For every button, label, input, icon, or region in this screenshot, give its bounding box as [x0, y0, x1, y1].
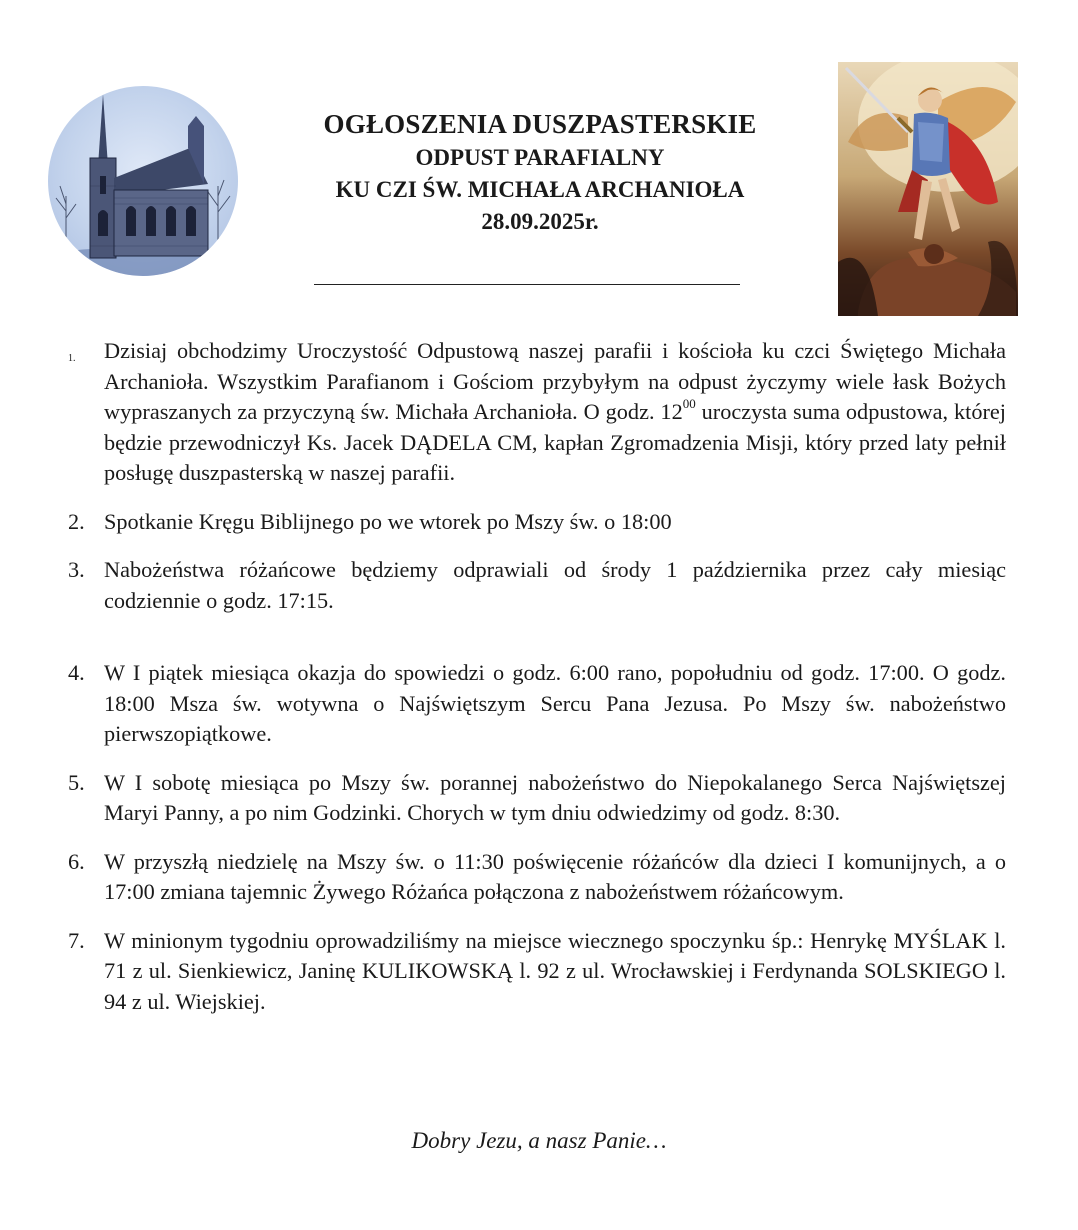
announcement-header — [260, 108, 820, 238]
page-title: OGŁOSZENIA DUSZPASTERSKIE — [323, 109, 757, 139]
header-divider — [314, 284, 740, 285]
subtitle-dedication: KU CZI ŚW. MICHAŁA ARCHANIOŁA — [335, 177, 745, 202]
list-item — [64, 507, 1006, 538]
list-item — [64, 658, 1006, 750]
closing-prayer: Dobry Jezu, a nasz Panie… — [411, 1128, 667, 1153]
announcement-list — [64, 336, 1006, 1017]
item-number: 2. — [68, 508, 85, 534]
item-text: W I sobotę miesiąca po Mszy św. porannej nabożeństwo do Niepokalanego Serca Najświętszej Maryi Panny, a po nim Godzinki. Chorych w tym dniu odwiedzimy od godz. 8:30. — [104, 769, 1006, 825]
item-number: 5. — [68, 769, 85, 795]
item-number: 1. — [68, 353, 76, 364]
item-text: Nabożeństwa różańcowe będziemy odprawiali od środy 1 października przez cały miesiąc codziennie o godz. 17:15. — [104, 557, 1006, 613]
list-item — [64, 555, 1006, 616]
item-text: Dzisiaj obchodzimy Uroczystość Odpustową naszej parafii i kościoła ku czci Świętego Michała Archanioła. Wszystkim Parafianom i Gościom przybyłym na odpust życzymy wiele łask Bożych wypraszanych za przyczyną św. Michała Archanioła. O godz. $12^{00}$ uroczysta suma odpustowa, której będzie przewodniczył Ks. Jacek DĄDELA CM, kapłan Zgromadzenia Misji, który przed laty pełnił posługę duszpasterską w naszej parafii. — [104, 338, 1006, 485]
item-number: 7. — [68, 927, 85, 953]
item-number: 3. — [68, 557, 85, 582]
list-item — [64, 926, 1006, 1018]
item-text: W I piątek miesiąca okazja do spowiedzi o godz. 6:00 rano, popołudniu od godz. 17:00. O godz. 18:00 Msza św. wotywna o Najświętszym Sercu Pana Jezusa. Po Mszy św. nabożeństwo pierwszopiątkowe. — [104, 660, 1006, 746]
list-item — [64, 336, 1006, 489]
church-image — [48, 86, 238, 276]
item-text: W przyszłą niedzielę na Mszy św. o 11:30 poświęcenie różańców dla dzieci I komunijnych, a o 17:00 zmiana tajemnic Żywego Różańca połączona z nabożeństwem różańcowym. — [104, 848, 1006, 904]
item-text: W minionym tygodniu oprowadziliśmy na miejsce wiecznego spoczynku śp.: Henrykę MYŚLAK l. 71 z ul. Sienkiewicz, Janinę KULIKOWSKĄ l. 92 z ul. Wrocławskiej i Ferdynanda SOLSKIEGO l. 94 z ul. Wiejskiej. — [104, 927, 1006, 1014]
time-superscript: 00 — [682, 395, 696, 411]
item-number: 4. — [68, 660, 85, 685]
item-text: Spotkanie Kręgu Biblijnego po we wtorek po Mszy św. o 18:00 — [104, 508, 672, 534]
archangel-painting — [838, 62, 1018, 316]
item-number: 6. — [68, 848, 85, 874]
list-item — [64, 847, 1006, 908]
list-item — [64, 768, 1006, 829]
subtitle-feast: ODPUST PARAFIALNY — [415, 145, 665, 170]
announcement-date: 28.09.2025r. — [481, 209, 599, 234]
